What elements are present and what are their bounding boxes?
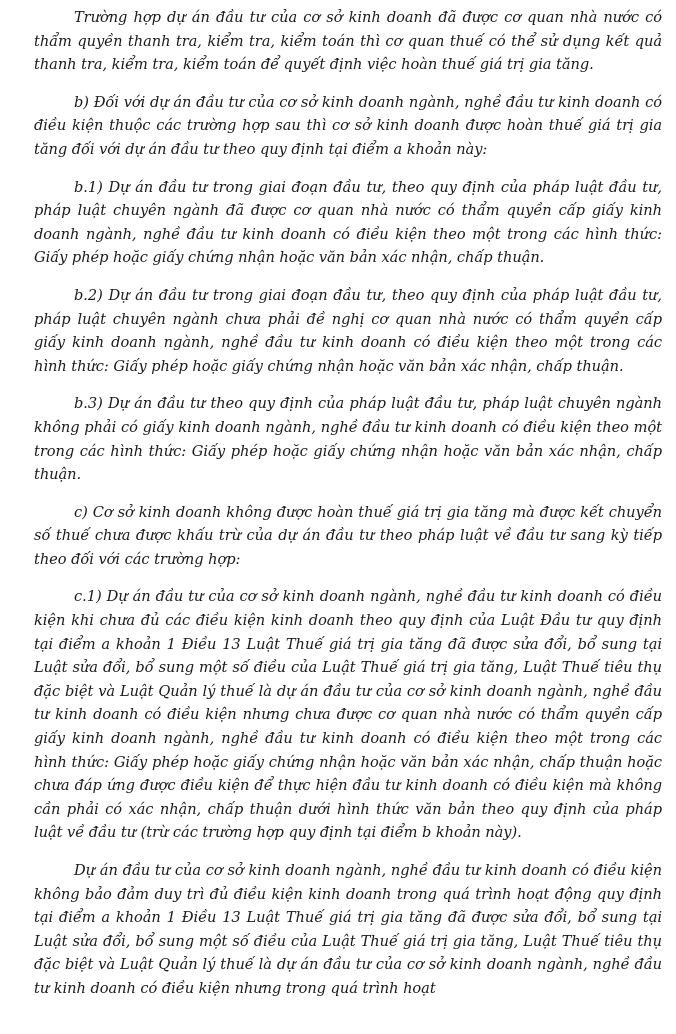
paragraph-b1: b.1) Dự án đầu tư trong giai đoạn đầu tư, theo quy định của pháp luật đầu tư, pháp luật chuyên ngành đã được cơ quan nhà nước có thẩm quyền cấp giấy kinh doanh ngành, nghề đầu tư kinh doanh có điều kiện theo một trong các hình thức: Giấy phép hoặc giấy chứng nhận hoặc văn bản xác nhận, chấp thuận. (34, 178, 662, 267)
paragraph-c1: c.1) Dự án đầu tư của cơ sở kinh doanh ngành, nghề đầu tư kinh doanh có điều kiện khi chưa đủ các điều kiện kinh doanh theo quy định của Luật Đầu tư quy định tại điểm a khoản 1 Điều 13 Luật Thuế giá trị gia tăng đã được sửa đổi, bổ sung tại Luật sửa đổi, bổ sung một số điều của Luật Thuế giá trị gia tăng, Luật Thuế tiêu thụ đặc biệt và Luật Quản lý thuế là dự án đầu tư của cơ sở kinh doanh ngành, nghề đầu tư kinh doanh có điều kiện nhưng chưa được cơ quan nhà nước có thẩm quyền cấp giấy kinh doanh ngành, nghề đầu tư kinh doanh có điều kiện theo một trong các hình thức: Giấy phép hoặc giấy chứng nhận hoặc văn bản xác nhận, chấp thuận hoặc chưa đáp ứng được điều kiện để thực hiện đầu tư kinh doanh có điều kiện mà không cần phải có xác nhận, chấp thuận dưới hình thức văn bản theo quy định của pháp luật về đầu tư (trừ các trường hợp quy định tại điểm b khoản này). (34, 588, 662, 842)
paragraph-audit-refund: Trường hợp dự án đầu tư của cơ sở kinh doanh đã được cơ quan nhà nước có thẩm quyền thanh tra, kiểm tra, kiểm toán thì cơ quan thuế có thể sử dụng kết quả thanh tra, kiểm tra, kiểm toán để quyết định việc hoàn thuế giá trị gia tăng. (34, 9, 662, 74)
paragraph-b2: b.2) Dự án đầu tư trong giai đoạn đầu tư, theo quy định của pháp luật đầu tư, pháp luật chuyên ngành chưa phải đề nghị cơ quan nhà nước có thẩm quyền cấp giấy kinh doanh ngành, nghề đầu tư kinh doanh có điều kiện theo một trong các hình thức: Giấy phép hoặc giấy chứng nhận hoặc văn bản xác nhận, chấp thuận. (34, 286, 662, 375)
paragraph-b3: b.3) Dự án đầu tư theo quy định của pháp luật đầu tư, pháp luật chuyên ngành không phải có giấy kinh doanh ngành, nghề đầu tư kinh doanh có điều kiện theo một trong các hình thức: Giấy phép hoặc giấy chứng nhận hoặc văn bản xác nhận, chấp thuận. (34, 395, 662, 484)
document-page (34, 6, 662, 1001)
paragraph-c: c) Cơ sở kinh doanh không được hoàn thuế giá trị gia tăng mà được kết chuyển số thuế chưa được khấu trừ của dự án đầu tư theo pháp luật về đầu tư sang kỳ tiếp theo đối với các trường hợp: (34, 503, 662, 568)
paragraph-c1-continued: Dự án đầu tư của cơ sở kinh doanh ngành, nghề đầu tư kinh doanh có điều kiện không bảo đảm duy trì đủ điều kiện kinh doanh trong quá trình hoạt động quy định tại điểm a khoản 1 Điều 13 Luật Thuế giá trị gia tăng đã được sửa đổi, bổ sung tại Luật sửa đổi, bổ sung một số điều của Luật Thuế giá trị gia tăng, Luật Thuế tiêu thụ đặc biệt và Luật Quản lý thuế là dự án đầu tư của cơ sở kinh doanh ngành, nghề đầu tư kinh doanh có điều kiện nhưng trong quá trình hoạt (34, 862, 662, 997)
paragraph-b: b) Đối với dự án đầu tư của cơ sở kinh doanh ngành, nghề đầu tư kinh doanh có điều kiện thuộc các trường hợp sau thì cơ sở kinh doanh được hoàn thuế giá trị gia tăng đối với dự án đầu tư theo quy định tại điểm a khoản này: (34, 93, 662, 158)
